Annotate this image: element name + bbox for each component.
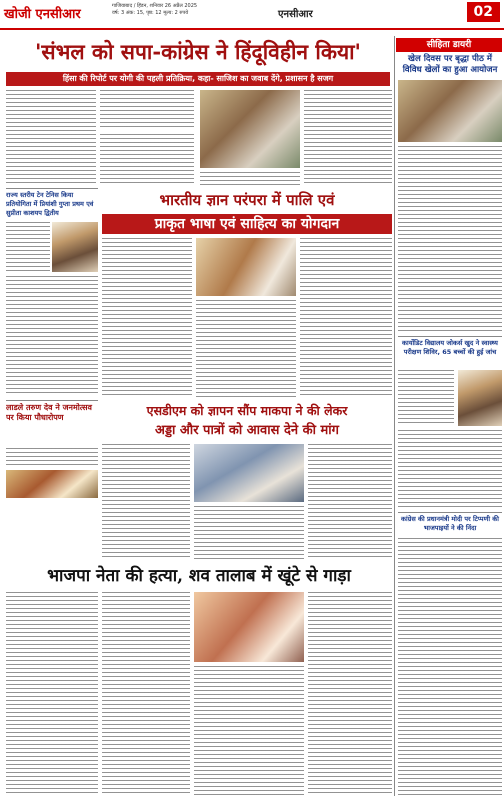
bottom-left-col-3 <box>194 666 304 796</box>
sidebar-story1-body <box>398 146 502 332</box>
masthead-date: गाजियाबाद / हिंडन, शनिवार 26 अप्रैल 2025 <box>112 3 198 9</box>
lead-story-col-2 <box>100 90 194 130</box>
bottom-center-col-3 <box>308 444 392 560</box>
lead-subhead: हिंसा की रिपोर्ट पर योगी की पहली प्रतिक्रिया, कहा- साजिश का जवाब देंगे, प्रशासन है सजग <box>6 72 390 86</box>
newspaper-brand: खोजी एनसीआर <box>4 7 81 22</box>
bottom-center-col-1 <box>102 444 190 560</box>
left-story1-body <box>6 222 50 272</box>
sidebar-story3-title-text: कांग्रेस की प्रधानमंत्री मोदी पर टिप्पणी की भाजपाइयों ने की निंदा <box>401 515 499 532</box>
sidebar-story2-body-b <box>398 430 502 508</box>
bottom-left-col-1 <box>6 592 98 796</box>
left-kicker-body <box>6 448 98 468</box>
left-story1-photo <box>52 222 98 272</box>
bottom-left-photo <box>194 592 304 662</box>
divider <box>398 512 502 513</box>
lead-headline: 'संभल को सपा-कांग्रेस ने हिंदूविहीन किया' <box>34 39 361 64</box>
bottom-center-col-2 <box>194 506 304 560</box>
divider <box>6 188 98 189</box>
left-story1-title <box>6 191 98 218</box>
bottom-center-headline-line1: एसडीएम को ज्ञापन सौंप माकपा ने की लेकर <box>146 403 348 418</box>
lead-story-col-2b <box>100 134 194 186</box>
sidebar-story2-title <box>398 339 502 357</box>
middle-photo <box>196 238 296 296</box>
divider <box>398 336 502 337</box>
left-kicker <box>6 403 98 423</box>
middle-story-col-1 <box>102 238 192 398</box>
page-number: 02 <box>467 2 500 22</box>
middle-story-col-3 <box>300 238 392 398</box>
divider <box>6 400 98 401</box>
sidebar-story1-photo <box>398 80 502 142</box>
sidebar-tab: सीहिता डायरी <box>396 38 502 52</box>
sidebar-story2-photo <box>458 370 502 426</box>
masthead-issue: वर्ष: 3 अंक: 15, पृष्ठ: 12 मूल्य: 2 रुपये <box>112 10 189 16</box>
sidebar-story1-title: खेल दिवस पर बृद्धा पीठ में विविध खेलों का हुआ आयोजन <box>402 54 498 75</box>
lead-story-col-4 <box>200 172 300 186</box>
masthead <box>0 0 504 30</box>
left-story1-body-b <box>6 276 98 396</box>
bottom-left-headline: भाजपा नेता की हत्या, शव तालाब में खूंटे से गाड़ा <box>47 566 351 586</box>
middle-story-col-2 <box>196 300 296 398</box>
lead-story-col-1 <box>6 90 96 186</box>
middle-headline-line2: प्राकृत भाषा एवं साहित्य का योगदान <box>102 214 392 234</box>
lead-photo <box>200 90 300 168</box>
sidebar-story3-body <box>398 538 502 796</box>
sidebar-divider <box>394 36 395 796</box>
sidebar-story2-title-text: कार्योडिट विद्यालय जोकर्स खुद ने स्वास्थ्य परीक्षण शिविर, 65 बच्चों की हुई जांच <box>402 339 498 356</box>
bottom-center-headline-line2: अड्डा और पात्रों को आवास देने की मांग <box>155 423 339 438</box>
left-story1-title-text: राज्य स्तरीय टेन टेनिस किया प्रतियोगिता में प्रियांशी गुप्ता प्रथम एवं सुप्रीता काशयप द्वितीय <box>6 191 94 217</box>
left-kicker-text: लाडले तरुण देव ने जनमोत्सव पर किया पौधारोपण <box>6 403 92 422</box>
middle-headline-line1: भारतीय ज्ञान परंपरा में पालि एवं <box>159 191 335 209</box>
lead-story-col-3 <box>304 90 392 186</box>
masthead-meta <box>112 3 262 17</box>
bottom-left-col-2 <box>102 592 190 796</box>
bottom-left-col-4 <box>308 592 392 796</box>
left-kicker-photo <box>6 470 98 498</box>
sidebar-story3-title <box>398 515 502 533</box>
section-name: एनसीआर <box>278 9 313 20</box>
sidebar-story2-body <box>398 370 454 426</box>
bottom-center-photo <box>194 444 304 502</box>
